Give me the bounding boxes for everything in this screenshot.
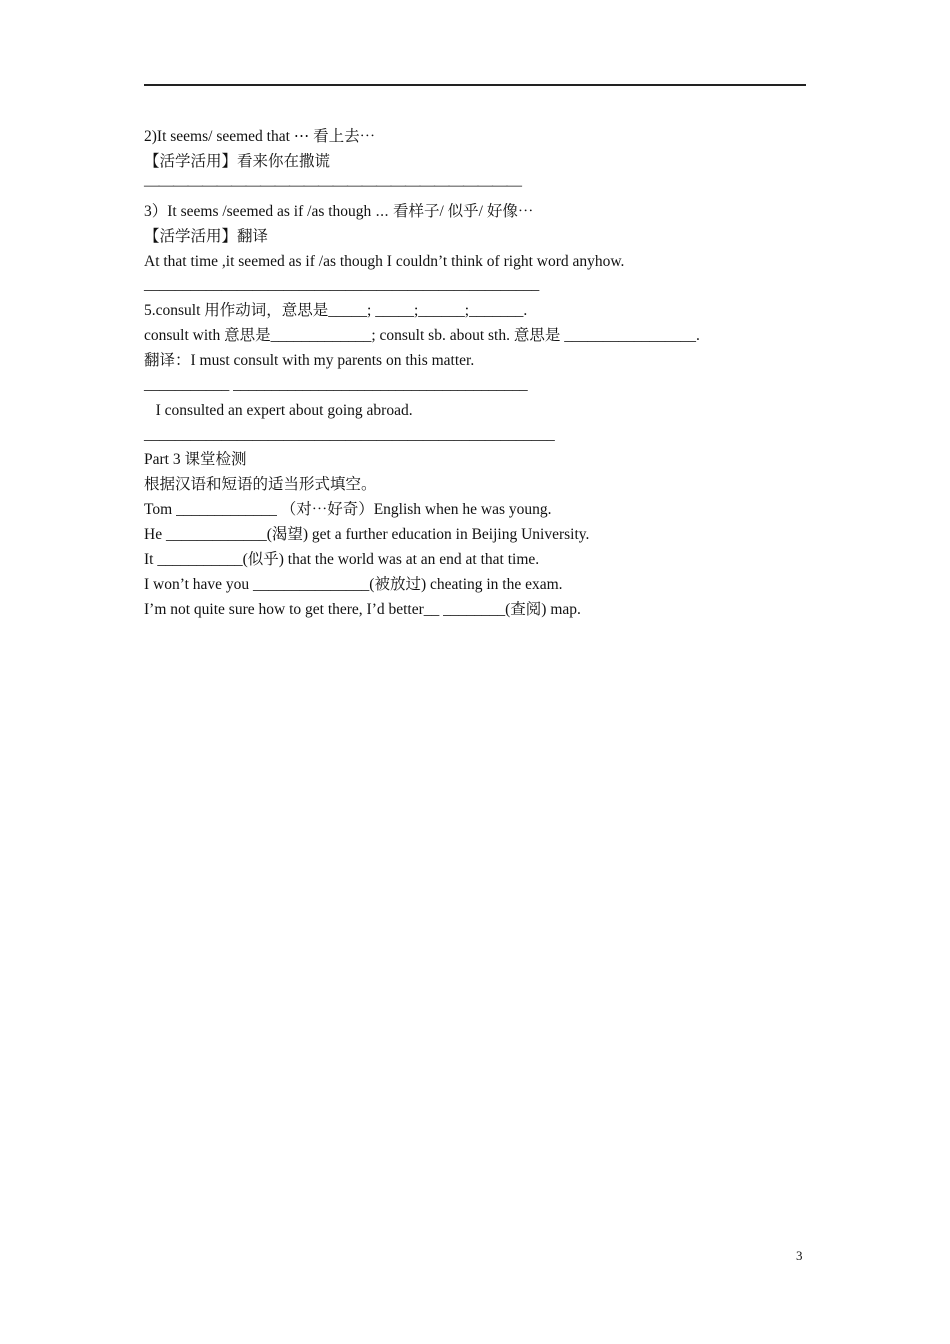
exercise-2: He _____________(渴望) get a further education in Beijing University. [144, 526, 590, 543]
answer-line-4: _____________________________________________________ [144, 426, 555, 443]
part3-instruction: 根据汉语和短语的适当形式填空。 [144, 476, 377, 493]
practice-prompt-2: 【活学活用】翻译 [144, 228, 269, 245]
exercise-1: Tom _____________ （对⋯好奇）English when he was young. [144, 501, 552, 518]
answer-line-1: —————————————————————————— [144, 177, 521, 194]
consult-heading: 5.consult 用作动词，意思是_____; _____;______;_______. [144, 302, 528, 319]
consult-with-question: consult with 意思是_____________; consult sb. about sth. 意思是 _________________. [144, 327, 700, 344]
it-seems-heading: 2)It seems/ seemed that ⋯ 看上去⋯ [144, 128, 376, 145]
exercise-4: I won’t have you _______________(被放过) cheating in the exam. [144, 576, 563, 593]
header-rule [144, 84, 806, 86]
as-if-heading: 3）It seems /seemed as if /as though ⋯ 看样子/ 似乎/ 好像⋯ [144, 203, 534, 220]
exercise-5: I’m not quite sure how to get there, I’d better__ ________(查阅) map. [144, 601, 581, 618]
consulted-expert-sentence: I consulted an expert about going abroad. [144, 402, 413, 419]
answer-line-2: ___________________________________________________ [144, 276, 540, 293]
answer-line-3: ___________ ______________________________________ [144, 376, 528, 393]
practice-prompt-1: 【活学活用】看来你在撒谎 [144, 153, 331, 170]
part3-heading: Part 3 课堂检测 [144, 451, 247, 468]
translation-sentence: At that time ,it seemed as if /as though I couldn’t think of right word anyhow. [144, 253, 625, 270]
translate-consult-sentence: 翻译：I must consult with my parents on this matter. [144, 352, 475, 369]
page-number: 3 [796, 1248, 803, 1263]
exercise-3: It ___________(似乎) that the world was at an end at that time. [144, 551, 540, 568]
